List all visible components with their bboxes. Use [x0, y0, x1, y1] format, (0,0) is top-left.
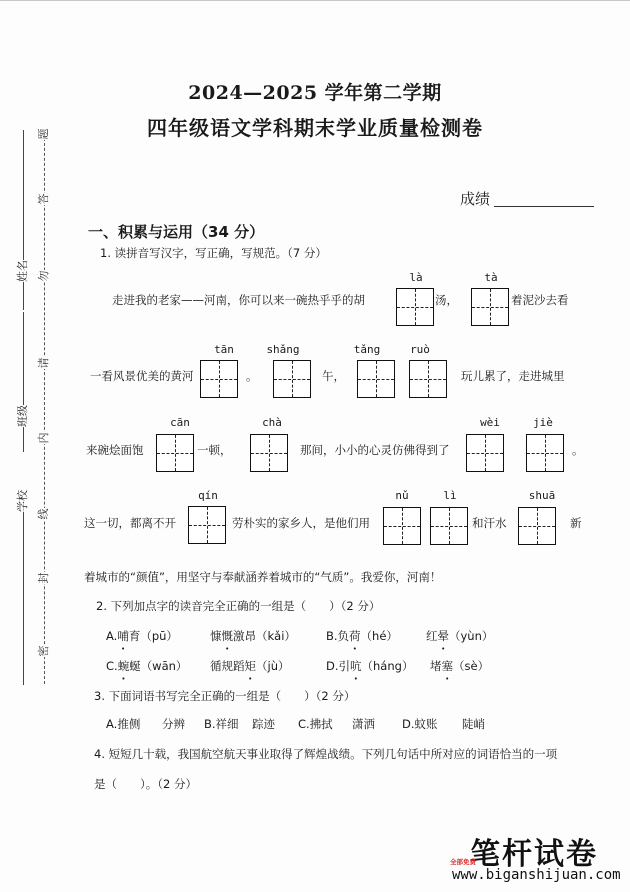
q2-prompt: 2. 下列加点字的读音完全正确的一组是（ ）（2 分）	[96, 599, 381, 613]
char-answer-box[interactable]	[383, 507, 421, 545]
char-answer-box[interactable]	[357, 360, 395, 398]
pinyin-label: （pū）	[140, 629, 178, 643]
pinyin-label: tǎng	[353, 343, 381, 356]
word: 陡峭	[462, 717, 485, 731]
q1-text: 午，	[322, 369, 345, 383]
q4-prompt-cont: 是（ ）。（2 分）	[94, 777, 197, 791]
seal-char: 答	[37, 193, 50, 205]
q1-text: 。	[246, 369, 258, 383]
seal-char: 请	[37, 357, 50, 369]
dotted-char: 慨	[221, 629, 233, 643]
name-line	[23, 130, 24, 310]
pinyin-label: shuā	[528, 489, 556, 502]
seal-char: 线	[37, 508, 50, 520]
dotted-char: 蜿	[117, 659, 130, 673]
q3-option-d[interactable]	[402, 716, 438, 732]
top-border	[0, 0, 630, 1]
char-answer-box[interactable]	[471, 288, 509, 326]
pinyin-label: tà	[484, 271, 498, 284]
q2-option-b-word2	[426, 628, 493, 644]
word-part: 育	[128, 629, 141, 643]
class-line	[23, 312, 24, 452]
pinyin-label: qín	[198, 489, 218, 502]
char-answer-box[interactable]	[273, 360, 311, 398]
pinyin-label: （wān）	[140, 659, 188, 673]
pinyin-label: （hé）	[360, 629, 398, 643]
q2-option-b[interactable]	[326, 628, 398, 644]
dotted-char: 吭	[350, 659, 362, 673]
class-label: 班级	[16, 405, 29, 427]
pinyin-label: chà	[262, 416, 282, 429]
q1-text: 新	[570, 516, 582, 530]
seal-char: 内	[37, 432, 50, 444]
q1-text: 劳朴实的家乡人，是他们用	[232, 516, 370, 530]
word-part: 激昂	[233, 629, 256, 643]
seal-char: 勿	[37, 270, 50, 282]
q3-option-a[interactable]	[106, 716, 140, 732]
q4-prompt: 4. 短短几十载，我国航空航天事业取得了辉煌战绩。下列几句话中所对应的词语恰当的一项	[94, 747, 558, 761]
word: 拂拭	[309, 717, 333, 731]
pinyin-label: tān	[214, 343, 234, 356]
watermark-tag: 全部免费	[450, 858, 476, 866]
watermark-brand: 笔杆试卷	[470, 837, 598, 872]
word-part: 蜒	[129, 659, 141, 673]
pinyin-label: ruò	[410, 343, 430, 356]
q2-option-d[interactable]	[326, 658, 413, 674]
char-answer-box[interactable]	[430, 507, 468, 545]
char-answer-box[interactable]	[526, 434, 564, 472]
word-part: 堵	[430, 659, 442, 673]
exam-term-title: 2024—2025 学年第二学期	[188, 82, 442, 104]
q2-option-c-word2	[210, 658, 289, 674]
pinyin-label: （kǎi）	[256, 629, 296, 643]
q3-prompt: 3. 下面词语书写完全正确的一组是（ ）（2 分）	[94, 689, 356, 703]
pinyin-label: （háng）	[361, 659, 414, 673]
q1-text: 汤，	[435, 293, 458, 307]
word: 推侧	[117, 717, 141, 731]
option-label: D.	[402, 717, 415, 731]
pinyin-label: wèi	[480, 416, 500, 429]
option-label: B.	[204, 717, 216, 731]
section-heading: 一、积累与运用（34 分）	[88, 223, 265, 241]
score-label: 成绩	[460, 190, 491, 208]
char-answer-box[interactable]	[409, 360, 447, 398]
pinyin-label: là	[409, 271, 423, 284]
q3-option-c[interactable]	[298, 716, 333, 732]
word: 分辨	[162, 717, 185, 731]
dotted-char: 哺	[117, 629, 129, 643]
q1-text: 着泥沙去看	[511, 293, 569, 307]
score-field[interactable]	[494, 206, 594, 207]
dotted-char: 晕	[437, 629, 449, 643]
pinyin-label: （jù）	[256, 659, 290, 673]
word: 蚊账	[414, 717, 438, 731]
dotted-char: 矩	[244, 659, 256, 673]
q2-option-a[interactable]	[106, 628, 178, 644]
dotted-char: 塞	[441, 659, 453, 673]
q1-text: 走进我的老家——河南，你可以来一碗热乎乎的胡	[112, 293, 365, 307]
option-label: B.	[326, 629, 338, 643]
word-part: 慷	[210, 629, 222, 643]
option-label: A.	[106, 717, 118, 731]
q1-prompt: 1. 读拼音写汉字，写正确，写规范。（7 分）	[100, 246, 327, 260]
q1-text: 这一切，都离不开	[84, 516, 176, 530]
pinyin-label: cān	[170, 416, 190, 429]
word-part: 引	[338, 659, 351, 673]
q1-text: 玩儿累了，走进城里	[461, 369, 565, 383]
seal-char: 封	[37, 572, 50, 584]
word: 潇洒	[352, 717, 375, 731]
char-answer-box[interactable]	[518, 507, 556, 545]
char-answer-box[interactable]	[396, 288, 434, 326]
pinyin-label: lì	[443, 489, 457, 502]
q3-option-b[interactable]	[204, 716, 239, 732]
word-part: 负	[337, 629, 350, 643]
char-answer-box[interactable]	[250, 434, 288, 472]
name-label: 姓名	[16, 260, 29, 282]
q1-text: 一看风景优美的黄河	[90, 369, 194, 383]
pinyin-label: nǔ	[395, 489, 409, 502]
option-label: C.	[106, 659, 118, 673]
school-line	[23, 510, 24, 685]
school-label: 学校	[16, 490, 29, 512]
pinyin-label: shǎng	[266, 343, 300, 356]
q1-text: 一顿，	[197, 443, 232, 457]
q2-option-d-word2	[430, 658, 489, 674]
q1-text: 来碗烩面饱	[86, 443, 144, 457]
option-label: A.	[106, 629, 118, 643]
watermark-url: www.biganshijuan.com	[452, 867, 621, 883]
q1-text: 着城市的“颜值”，用坚守与奉献涵养着城市的“气质”。我爱你，河南！	[84, 570, 442, 584]
word: 祥细	[215, 717, 239, 731]
pinyin-label: jiè	[533, 416, 553, 429]
seal-line	[44, 128, 45, 684]
q2-option-c[interactable]	[106, 658, 187, 674]
q2-option-a-word2	[210, 628, 296, 644]
word-part: 循规蹈	[210, 659, 245, 673]
q1-text: 那间，小小的心灵仿佛得到了	[300, 443, 450, 457]
seal-char: 题	[37, 128, 50, 140]
pinyin-label: （yùn）	[449, 629, 494, 643]
exam-title: 四年级语文学科期末学业质量检测卷	[147, 116, 483, 140]
word-part: 红	[426, 629, 438, 643]
option-label: D.	[326, 659, 339, 673]
q1-text: 和汗水	[472, 516, 507, 530]
pinyin-label: （sè）	[453, 659, 490, 673]
char-answer-box[interactable]	[466, 434, 504, 472]
char-answer-box[interactable]	[156, 434, 194, 472]
q1-text: 。	[572, 443, 584, 457]
word: 踪迹	[252, 717, 275, 731]
char-answer-box[interactable]	[200, 360, 238, 398]
dotted-char: 荷	[349, 629, 361, 643]
char-answer-box[interactable]	[188, 506, 226, 544]
seal-char: 密	[37, 645, 50, 657]
option-label: C.	[298, 717, 310, 731]
